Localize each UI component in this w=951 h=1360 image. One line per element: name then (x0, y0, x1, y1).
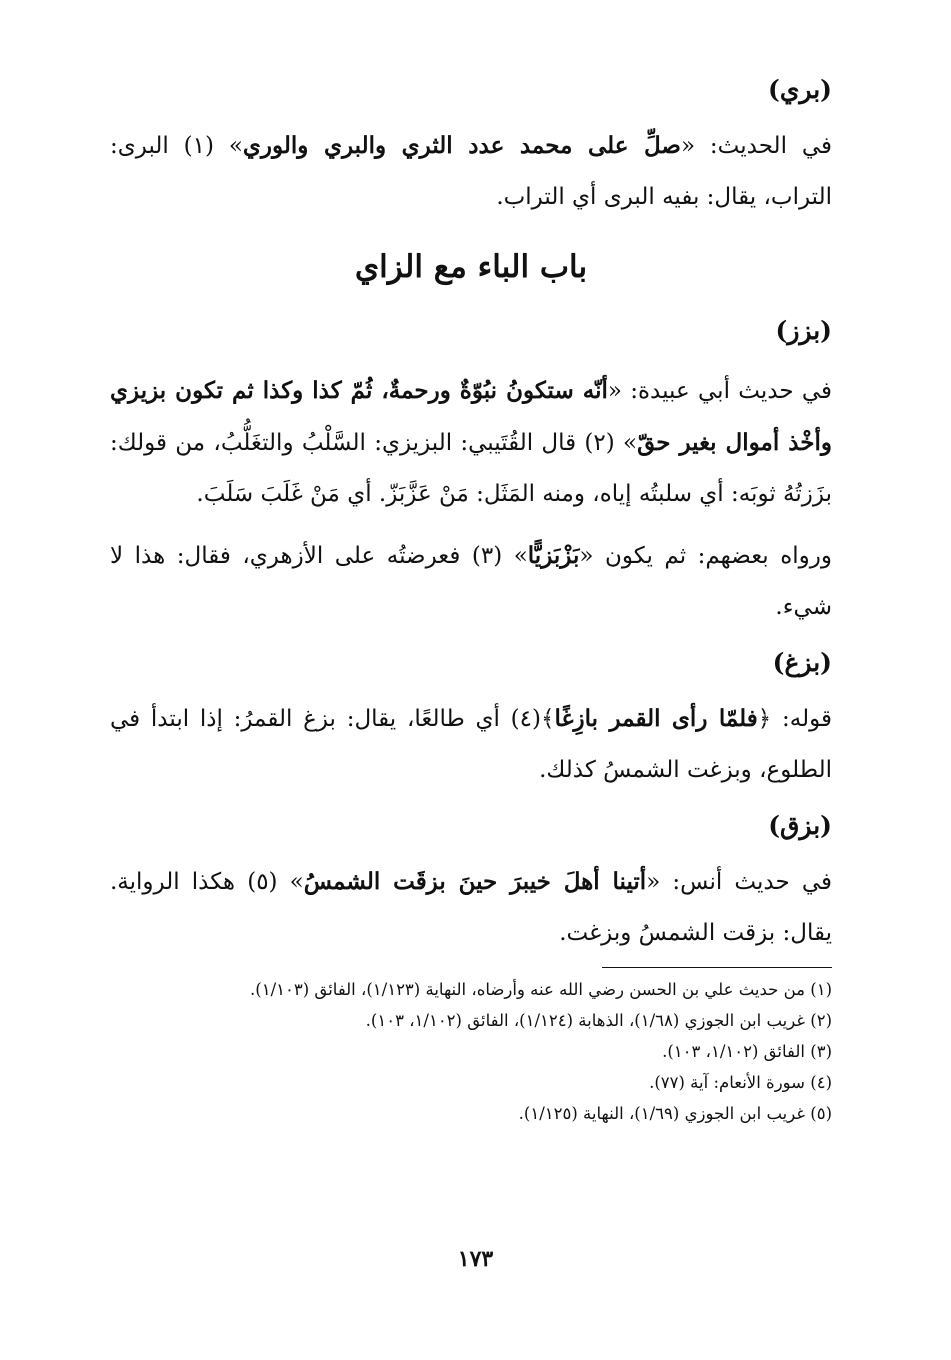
page-number: ١٧٣ (457, 1246, 494, 1272)
entry-paragraph-bary (110, 120, 832, 223)
entry-heading-bazz: (بزز) (775, 316, 832, 345)
footnote-2: (٢) غريب ابن الجوزي (١/٦٨)، الذهابة (١/١٢٤)، الفائق (١/١٠٢، ١٠٣). (365, 1011, 832, 1030)
footnotes (110, 976, 832, 1127)
text-run: في حديث أنس: « (646, 869, 832, 895)
hadith-quote: أنّه ستكونُ نبُوّةٌ ورحمةٌ، ثُمّ كذا وكذا ثم تكون بزيزي وأخْذ أموال بغير حقّ (110, 377, 833, 456)
text-run: » (٥) هكذا الرواية. يقال: بزقت الشمسُ وبزغت. (110, 869, 832, 946)
text-run: » (٣) فعرضتُه على الأزهري، فقال: هذا لا شيء. (110, 543, 832, 620)
entry-paragraph-bazz-1 (110, 365, 832, 520)
hadith-quote: أتينا أهلَ خيبرَ حينَ بزقَت الشمسُ (303, 868, 647, 895)
footnote-3: (٣) الفائق (١/١٠٢، ١٠٣). (662, 1042, 832, 1061)
page-body (110, 70, 832, 1131)
footnote-separator (602, 967, 832, 968)
chapter-title: باب الباء مع الزاي (354, 249, 588, 285)
entry-heading-bazagh: (بزغ) (772, 648, 832, 677)
entry-heading-bary: (بري) (768, 75, 832, 104)
footnote-5: (٥) غريب ابن الجوزي (١/٦٩)، النهاية (١/١٢٥). (518, 1104, 832, 1123)
text-run: في الحديث: « (680, 133, 832, 159)
hadith-quote: بَزْبَزيًّا (527, 542, 580, 569)
text-run: ورواه بعضهم: ثم يكون « (579, 543, 832, 569)
entry-paragraph-bazz-2 (110, 530, 832, 633)
text-run: ﴾(٤) أي طالعًا، يقال: بزغ القمرُ: إذا ابتدأ في الطلوع، وبزغت الشمسُ كذلك. (110, 706, 832, 783)
quran-quote: فلمّا رأى القمر بازِغًا (554, 705, 758, 732)
entry-paragraph-bazagh (110, 693, 832, 796)
entry-paragraph-bazaq (110, 856, 832, 959)
footnote-4: (٤) سورة الأنعام: آية (٧٧). (649, 1073, 832, 1092)
text-run: التراب، يقال: بفيه البرى أي التراب. (496, 184, 832, 210)
hadith-quote: صلِّ على محمد عدد الثري والبري والوري (242, 132, 681, 159)
text-run: » (٢) قال القُتَيبي: البزيزي: السَّلْبُ والتغَلُّبُ، من قولك: بزَزتُهُ ثوبَه: أي سلبتُه إياه، ومنه المَثَل: مَنْ عَزَّبَزّ. أي مَنْ غَلَبَ سَلَبَ. (110, 430, 832, 507)
text-run: في حديث أبي عبيدة: « (607, 378, 832, 404)
text-run: قوله: ﴿ (757, 706, 832, 732)
footnote-1: (١) من حديث علي بن الحسن رضي الله عنه وأرضاه، النهاية (١/١٢٣)، الفائق (١/١٠٣). (250, 980, 832, 999)
entry-heading-bazaq: (بزق) (768, 811, 832, 840)
text-run: » (١) البرى: (110, 133, 243, 159)
